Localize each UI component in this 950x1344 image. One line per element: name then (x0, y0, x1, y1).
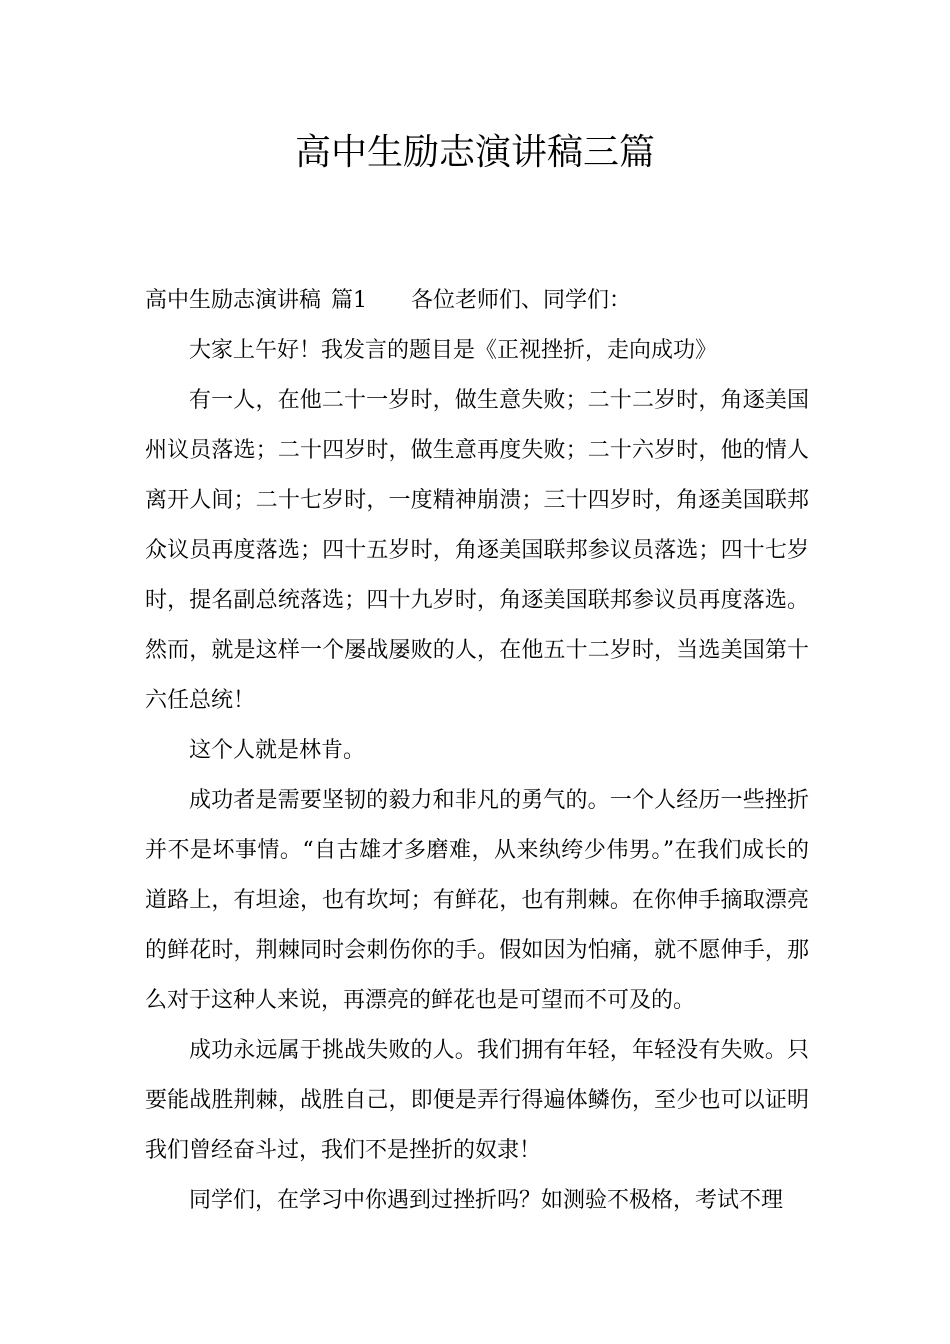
paragraph: 大家上午好！我发言的题目是《正视挫折，走向成功》 (189, 338, 718, 363)
salutation: 各位老师们、同学们： (411, 288, 632, 313)
paragraph: 有一人，在他二十一岁时，做生意失败；二十二岁时，角逐美国州议员落选；二十四岁时，做生意再度失败；二十六岁时，他的情人离开人间；二十七岁时，一度精神崩溃；三十四岁时，角逐美国联邦众议员再度落选；四十五岁时，角逐美国联邦参议员落选；四十七岁时，提名副总统落选；四十九岁时，角逐美国联邦参议员再度落选。然而，就是这样一个屡战屡败的人，在他五十二岁时，当选美国第十六任总统！ (145, 388, 809, 713)
document-body (145, 276, 809, 1226)
paragraph: 这个人就是林肯。 (189, 738, 366, 763)
document-title: 高中生励志演讲稿三篇 (294, 132, 655, 173)
part-title: 高中生励志演讲稿 (145, 288, 322, 313)
part-number: 篇1 (331, 288, 368, 313)
paragraph: 同学们，在学习中你遇到过挫折吗？如测验不极格，考试不理 (189, 1188, 784, 1213)
paragraph: 成功永远属于挑战失败的人。我们拥有年轻，年轻没有失败。只要能战胜荆棘，战胜自己，即便是弄行得遍体鳞伤，至少也可以证明我们曾经奋斗过，我们不是挫折的奴隶！ (145, 1038, 809, 1163)
heading-line (145, 276, 809, 326)
paragraph: 成功者是需要坚韧的毅力和非凡的勇气的。一个人经历一些挫折并不是坏事情。“自古雄才多磨难，从来纨绔少伟男。”在我们成长的道路上，有坦途，也有坎坷；有鲜花，也有荆棘。在你伸手摘取漂亮的鲜花时，荆棘同时会刺伤你的手。假如因为怕痛，就不愿伸手，那么对于这种人来说，再漂亮的鲜花也是可望而不可及的。 (145, 788, 809, 1013)
